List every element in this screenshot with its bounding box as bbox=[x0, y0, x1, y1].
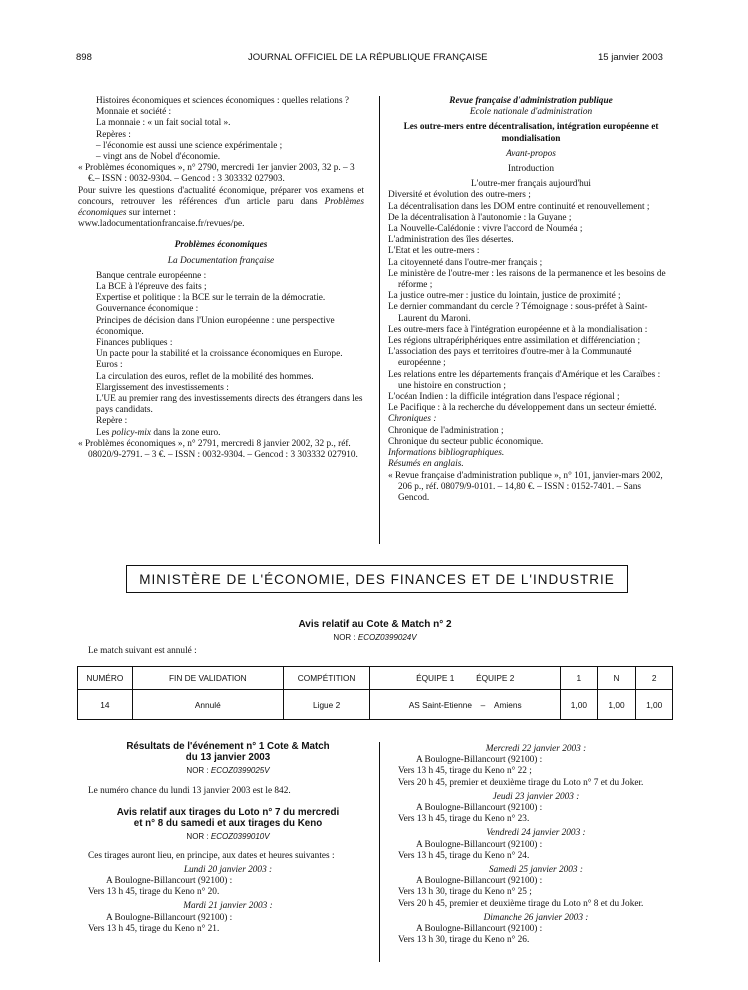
web-address: www.ladocumentationfrancaise.fr/revues/pe. bbox=[78, 219, 245, 230]
team-2: Amiens bbox=[493, 699, 522, 710]
header-text: ÉQUIPE 2 bbox=[476, 673, 515, 683]
text-line: La BCE à l'épreuve des faits ; bbox=[96, 282, 207, 293]
right-column bbox=[388, 96, 674, 504]
text-line: L'outre-mer français aujourd'hui bbox=[470, 179, 592, 190]
text-line: Le numéro chance du lundi 13 janvier 2003 est le 842. bbox=[88, 786, 291, 797]
text-line: Chroniques : bbox=[388, 414, 437, 425]
contents-item: Les relations entre les départements français d'Amérique et les Caraïbes : une histoire en construction ; bbox=[388, 369, 661, 391]
schedule-day: Dimanche 26 janvier 2003 : bbox=[483, 912, 589, 923]
table-header-row bbox=[78, 667, 673, 690]
contents-item: L'Etat et les outre-mers : bbox=[388, 246, 480, 257]
header-cell: COMPÉTITION bbox=[283, 667, 370, 690]
cell-odds-1: 1,00 bbox=[561, 690, 598, 720]
text-line: La circulation des euros, reflet de la mobilité des hommes. bbox=[96, 371, 314, 382]
header-cell: N bbox=[597, 667, 636, 690]
header-cell: NUMÉRO bbox=[78, 667, 133, 690]
text-line: L'UE au premier rang des investissements directs des étrangers dans les pays candidats. bbox=[96, 394, 363, 416]
schedule-place: A Boulogne-Billancourt (92100) : bbox=[416, 755, 543, 766]
nor-reference bbox=[88, 765, 368, 776]
team-1: AS Saint-Etienne bbox=[408, 699, 472, 710]
schedule-line: Vers 20 h 45, premier et deuxième tirage du Loto n° 7 et du Joker. bbox=[398, 777, 644, 788]
header-cell bbox=[370, 667, 561, 690]
text-line: Finances publiques : bbox=[96, 338, 173, 349]
contents-item: Le ministère de l'outre-mer : les raisons de la permanence et les besoins de réforme ; bbox=[388, 268, 666, 291]
nor-reference bbox=[150, 633, 600, 642]
notice-title: et n° 8 du samedi et aux tirages du Keno bbox=[133, 818, 323, 830]
text-line: Ces tirages auront lieu, en principe, aux dates et heures suivantes : bbox=[88, 850, 335, 861]
text-span: Problèmes économiques bbox=[78, 196, 364, 219]
schedule-place: A Boulogne-Billancourt (92100) : bbox=[416, 839, 543, 850]
contents-item: L'océan Indien : la difficile intégration dans l'espace régional ; bbox=[388, 392, 620, 403]
contents-item: La citoyenneté dans l'outre-mer français ; bbox=[388, 257, 543, 268]
cell-teams bbox=[370, 690, 561, 720]
nor-label: NOR : bbox=[186, 832, 211, 842]
schedule-day: Mardi 21 janvier 2003 : bbox=[183, 901, 273, 912]
schedule-day: Samedi 25 janvier 2003 : bbox=[489, 865, 583, 876]
ministry-banner: MINISTÈRE DE L'ÉCONOMIE, DES FINANCES ET DE L'INDUSTRIE bbox=[126, 565, 628, 593]
text-line: Repère : bbox=[96, 416, 128, 427]
section-heading: Problèmes économiques bbox=[174, 240, 268, 251]
contents-item: Les régions ultrapériphériques entre assimilation et différenciation ; bbox=[388, 336, 641, 347]
text-line: – l'économie est aussi une science expérimentale ; bbox=[96, 140, 283, 151]
schedule-place: A Boulogne-Billancourt (92100) : bbox=[106, 912, 233, 923]
schedule-line: Vers 13 h 45, tirage du Keno n° 23. bbox=[398, 814, 530, 825]
schedule-line: Vers 13 h 30, tirage du Keno n° 26. bbox=[398, 935, 530, 946]
text-span: policy-mix bbox=[111, 427, 151, 438]
contents-item: Le Pacifique : à la recherche du développement dans un secteur émietté. bbox=[388, 403, 657, 414]
text-line: Banque centrale européenne : bbox=[96, 270, 207, 281]
table-row bbox=[78, 690, 673, 720]
nor-reference bbox=[88, 831, 368, 842]
page-number: 898 bbox=[76, 52, 92, 63]
schedule-place: A Boulogne-Billancourt (92100) : bbox=[416, 876, 543, 887]
schedule-day: Vendredi 24 janvier 2003 : bbox=[486, 828, 586, 839]
text-line: Introduction bbox=[508, 164, 554, 175]
header-text: ÉQUIPE 1 bbox=[416, 673, 455, 683]
notice-title: Avis relatif au Cote & Match n° 2 bbox=[298, 619, 452, 630]
schedule-place: A Boulogne-Billancourt (92100) : bbox=[416, 924, 543, 935]
text-line: Avant-propos bbox=[506, 148, 556, 159]
header-cell: 2 bbox=[636, 667, 673, 690]
schedule-list bbox=[88, 865, 368, 935]
text-line: Elargissement des investissements : bbox=[96, 382, 229, 393]
nor-code: ECOZ0399024V bbox=[357, 633, 417, 642]
text-line bbox=[78, 186, 364, 220]
schedule-list bbox=[398, 744, 674, 946]
schedule-entry bbox=[88, 901, 368, 935]
text-line: Chronique de l'administration ; bbox=[388, 425, 504, 436]
schedule-line: Vers 13 h 45, tirage du Keno n° 22 ; bbox=[398, 766, 532, 777]
text-span: Pour suivre les questions d'actualité économique, préparer vos examens et concours, retrouver les références d'un article paru dans bbox=[78, 185, 364, 207]
match-table bbox=[77, 666, 673, 720]
text-line: Expertise et politique : la BCE sur le terrain de la démocratie. bbox=[96, 293, 326, 304]
text-line: Chronique du secteur public économique. bbox=[388, 436, 544, 447]
contents-item: La Nouvelle-Calédonie : vivre l'accord de Nouméa ; bbox=[388, 224, 583, 235]
text-line: Principes de décision dans l'Union européenne : une perspective économique. bbox=[96, 315, 335, 337]
text-line: Histoires économiques et sciences économiques : quelles relations ? bbox=[96, 96, 350, 106]
header-date: 15 janvier 2003 bbox=[598, 52, 663, 63]
notice-title: du 13 janvier 2003 bbox=[185, 752, 271, 763]
schedule-day: Jeudi 23 janvier 2003 : bbox=[492, 791, 580, 802]
schedule-line: Vers 13 h 30, tirage du Keno n° 25 ; bbox=[398, 887, 532, 898]
contents-item: L'association des pays et territoires d'outre-mer à la Communauté européenne ; bbox=[388, 347, 632, 369]
contents-list bbox=[388, 190, 674, 414]
lower-left-column bbox=[88, 741, 368, 935]
contents-item: De la décentralisation à l'autonomie : la Guyane ; bbox=[388, 212, 572, 223]
text-line: Repères : bbox=[96, 129, 131, 140]
text-line: La monnaie : « un fait social total ». bbox=[96, 118, 231, 129]
contents-item: Diversité et évolution des outre-mers ; bbox=[388, 190, 531, 201]
header-cell: 1 bbox=[561, 667, 598, 690]
cell-competition: Ligue 2 bbox=[283, 690, 370, 720]
section-title: Les outre-mers entre décentralisation, intégration européenne et mondialisation bbox=[403, 122, 659, 144]
nor-code: ECOZ0399025V bbox=[210, 766, 270, 775]
text-line: Un pacte pour la stabilité et la croissance économiques en Europe. bbox=[96, 349, 343, 360]
cell-number: 14 bbox=[78, 690, 133, 720]
schedule-place: A Boulogne-Billancourt (92100) : bbox=[416, 803, 543, 814]
text-span: sur internet : bbox=[126, 208, 176, 219]
separator: – bbox=[480, 699, 486, 710]
schedule-entry bbox=[398, 744, 674, 789]
reference-line: « Problèmes économiques », n° 2790, mercredi 1er janvier 2003, 32 p. – 3 €.– ISSN : 0032-9304. – Gencod : 3 303332 027903. bbox=[78, 163, 355, 185]
contents-item: Le dernier commandant du cercle ? Témoignage : sous-préfet à Saint-Laurent du Maroni. bbox=[388, 302, 648, 324]
section-subheading: La Documentation française bbox=[167, 255, 275, 266]
cell-odds-2: 1,00 bbox=[636, 690, 673, 720]
schedule-entry bbox=[398, 913, 674, 947]
schedule-entry bbox=[88, 865, 368, 899]
schedule-entry bbox=[398, 865, 674, 910]
cell-odds-n: 1,00 bbox=[597, 690, 636, 720]
schedule-day: Mercredi 22 janvier 2003 : bbox=[485, 744, 587, 754]
notice-title: Résultats de l'événement n° 1 Cote & Match bbox=[126, 741, 330, 752]
schedule-day: Lundi 20 janvier 2003 : bbox=[183, 864, 273, 875]
text-line bbox=[78, 428, 364, 439]
text-line: Euros : bbox=[96, 360, 123, 371]
text-line: Le match suivant est annulé : bbox=[88, 646, 197, 656]
schedule-entry bbox=[398, 828, 674, 862]
text-line: Monnaie et société : bbox=[96, 107, 172, 118]
contents-item: Les outre-mers face à l'intégration européenne et à la mondialisation : bbox=[388, 324, 648, 335]
contents-item: La justice outre-mer : justice du lointain, justice de proximité ; bbox=[388, 291, 621, 302]
text-span: dans la zone euro. bbox=[151, 427, 221, 438]
column-divider bbox=[379, 96, 380, 544]
text-line: Résumés en anglais. bbox=[388, 459, 464, 470]
section-subheading: Ecole nationale d'administration bbox=[469, 107, 593, 118]
text-span: Les bbox=[96, 427, 112, 438]
nor-code: ECOZ0399010V bbox=[210, 832, 270, 842]
schedule-line: Vers 13 h 45, tirage du Keno n° 24. bbox=[398, 850, 530, 861]
schedule-line: Vers 13 h 45, tirage du Keno n° 20. bbox=[88, 887, 220, 898]
column-divider bbox=[379, 742, 380, 962]
reference-line: « Revue française d'administration publique », n° 101, janvier-mars 2002, 206 p., réf. 08079/9-0101. – 14,80 €. – ISSN : 0152-7401. – Sans Gencod. bbox=[388, 470, 663, 503]
notice-title: Avis relatif aux tirages du Loto n° 7 du mercredi bbox=[116, 807, 340, 819]
schedule-line: Vers 20 h 45, premier et deuxième tirage du Loto n° 8 et du Joker. bbox=[398, 898, 644, 909]
cell-validation: Annulé bbox=[132, 690, 283, 720]
text-line: Informations bibliographiques. bbox=[388, 448, 505, 459]
schedule-place: A Boulogne-Billancourt (92100) : bbox=[106, 876, 233, 887]
reference-line: « Problèmes économiques », n° 2791, mercredi 8 janvier 2002, 32 p., réf. 08020/9-2791. – 3 €. – ISSN : 0032-9304. – Gencod : 3 303332 027910. bbox=[78, 438, 358, 461]
text-line: – vingt ans de Nobel d'économie. bbox=[96, 152, 221, 163]
schedule-entry bbox=[398, 792, 674, 826]
contents-item: La décentralisation dans les DOM entre continuité et renouvellement ; bbox=[388, 201, 650, 212]
schedule-line: Vers 13 h 45, tirage du Keno n° 21. bbox=[88, 923, 220, 934]
lower-right-column bbox=[398, 741, 674, 946]
nor-label: NOR : bbox=[186, 766, 211, 775]
journal-title: JOURNAL OFFICIEL DE LA RÉPUBLIQUE FRANÇAISE bbox=[248, 52, 488, 63]
text-line: Gouvernance économique : bbox=[96, 304, 199, 315]
contents-item: L'administration des îles désertes. bbox=[388, 235, 514, 246]
header-cell: FIN DE VALIDATION bbox=[132, 667, 283, 690]
left-column bbox=[78, 96, 364, 461]
section-heading: Revue française d'administration publique bbox=[449, 96, 613, 106]
nor-label: NOR : bbox=[333, 633, 358, 642]
